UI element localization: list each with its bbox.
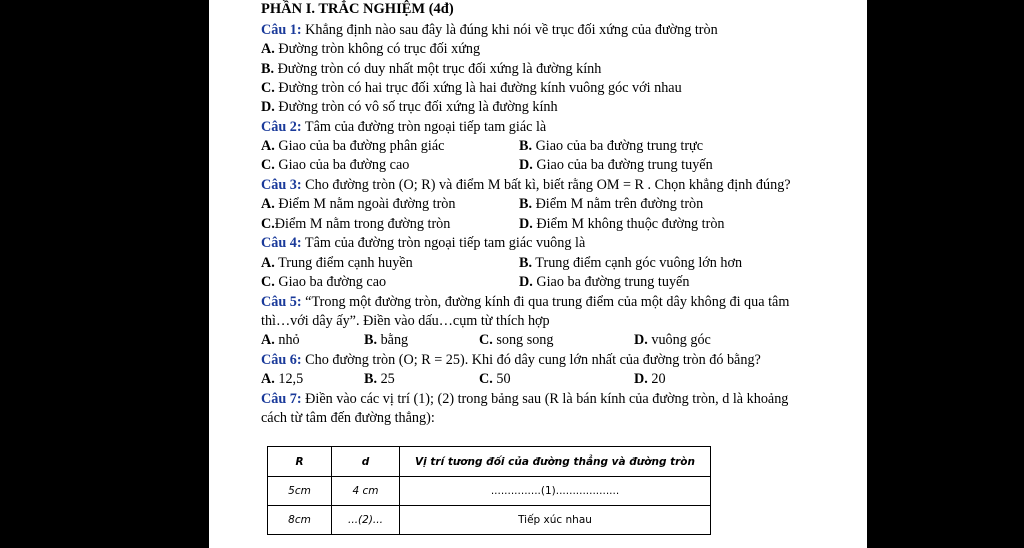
option-a: A. Đường tròn không có trục đối xứng — [261, 41, 481, 57]
section-title: PHẦN I. TRẮC NGHIỆM (4đ) — [261, 1, 454, 17]
column-header: Vị trí tương đối của đường thẳng và đường tròn — [400, 447, 711, 477]
option-c: C. 50 — [479, 371, 511, 387]
question-1: Câu 1: Khẳng định nào sau đây là đúng khi nói về trục đối xứng của đường tròn — [261, 22, 718, 38]
question-label: Câu 2: — [261, 119, 302, 135]
question-7-cont: cách từ tâm đến đường thẳng): — [261, 410, 435, 426]
option-b: B. Trung điểm cạnh góc vuông lớn hơn — [519, 255, 743, 271]
option-d: D. vuông góc — [634, 332, 711, 348]
table-cell: ...(2)... — [332, 506, 400, 535]
option-d: D. 20 — [634, 371, 666, 387]
option-c: C. Giao của ba đường cao — [261, 157, 410, 173]
table-row — [268, 477, 711, 506]
question-label: Câu 1: — [261, 22, 302, 38]
table-cell: 5cm — [268, 477, 332, 506]
option-b: B. bằng — [364, 332, 409, 348]
question-label: Câu 6: — [261, 352, 302, 368]
option-b: B. Đường tròn có duy nhất một trục đối xứng là đường kính — [261, 61, 602, 77]
document-page — [209, 0, 867, 548]
question-label: Câu 5: — [261, 294, 302, 310]
table-cell: Tiếp xúc nhau — [400, 506, 711, 535]
option-a: A. 12,5 — [261, 371, 304, 387]
column-header: R — [268, 447, 332, 477]
question-7: Câu 7: Điền vào các vị trí (1); (2) trong bảng sau (R là bán kính của đường tròn, d là khoảng — [261, 391, 789, 407]
option-b: B. Điểm M nằm trên đường tròn — [519, 196, 704, 212]
question-label: Câu 7: — [261, 391, 302, 407]
option-d: D. Đường tròn có vô số trục đối xứng là đường kính — [261, 99, 558, 115]
option-b: B. Giao của ba đường trung trực — [519, 138, 704, 154]
table-cell: 4 cm — [332, 477, 400, 506]
question-5-cont: thì…với dây ấy”. Điền vào dấu…cụm từ thích hợp — [261, 313, 550, 329]
option-b: B. 25 — [364, 371, 395, 387]
question-6: Câu 6: Cho đường tròn (O; R = 25). Khi đó dây cung lớn nhất của đường tròn đó bằng? — [261, 352, 761, 368]
option-d: D. Giao ba đường trung tuyến — [519, 274, 690, 290]
option-d: D. Giao của ba đường trung tuyến — [519, 157, 713, 173]
table-cell: 8cm — [268, 506, 332, 535]
option-c: C. Đường tròn có hai trục đối xứng là hai đường kính vuông góc với nhau — [261, 80, 682, 96]
option-a: A. nhỏ — [261, 332, 300, 348]
table-row — [268, 506, 711, 535]
question-label: Câu 4: — [261, 235, 302, 251]
table-cell: ...............(1)................... — [400, 477, 711, 506]
option-c: C. song song — [479, 332, 554, 348]
option-a: A. Trung điểm cạnh huyền — [261, 255, 413, 271]
position-table — [267, 446, 711, 535]
question-4: Câu 4: Tâm của đường tròn ngoại tiếp tam giác vuông là — [261, 235, 586, 251]
option-c: C. Giao ba đường cao — [261, 274, 387, 290]
question-2: Câu 2: Tâm của đường tròn ngoại tiếp tam giác là — [261, 119, 547, 135]
column-header: d — [332, 447, 400, 477]
question-5: Câu 5: “Trong một đường tròn, đường kính đi qua trung điểm của một dây không đi qua tâm — [261, 294, 790, 310]
option-c: C.Điểm M nằm trong đường tròn — [261, 216, 451, 232]
option-a: A. Giao của ba đường phân giác — [261, 138, 445, 154]
question-3: Câu 3: Cho đường tròn (O; R) và điểm M bất kì, biết rằng OM = R . Chọn khẳng định đúng? — [261, 177, 791, 193]
option-d: D. Điểm M không thuộc đường tròn — [519, 216, 725, 232]
question-label: Câu 3: — [261, 177, 302, 193]
option-a: A. Điểm M nằm ngoài đường tròn — [261, 196, 456, 212]
table-header-row — [268, 447, 711, 477]
